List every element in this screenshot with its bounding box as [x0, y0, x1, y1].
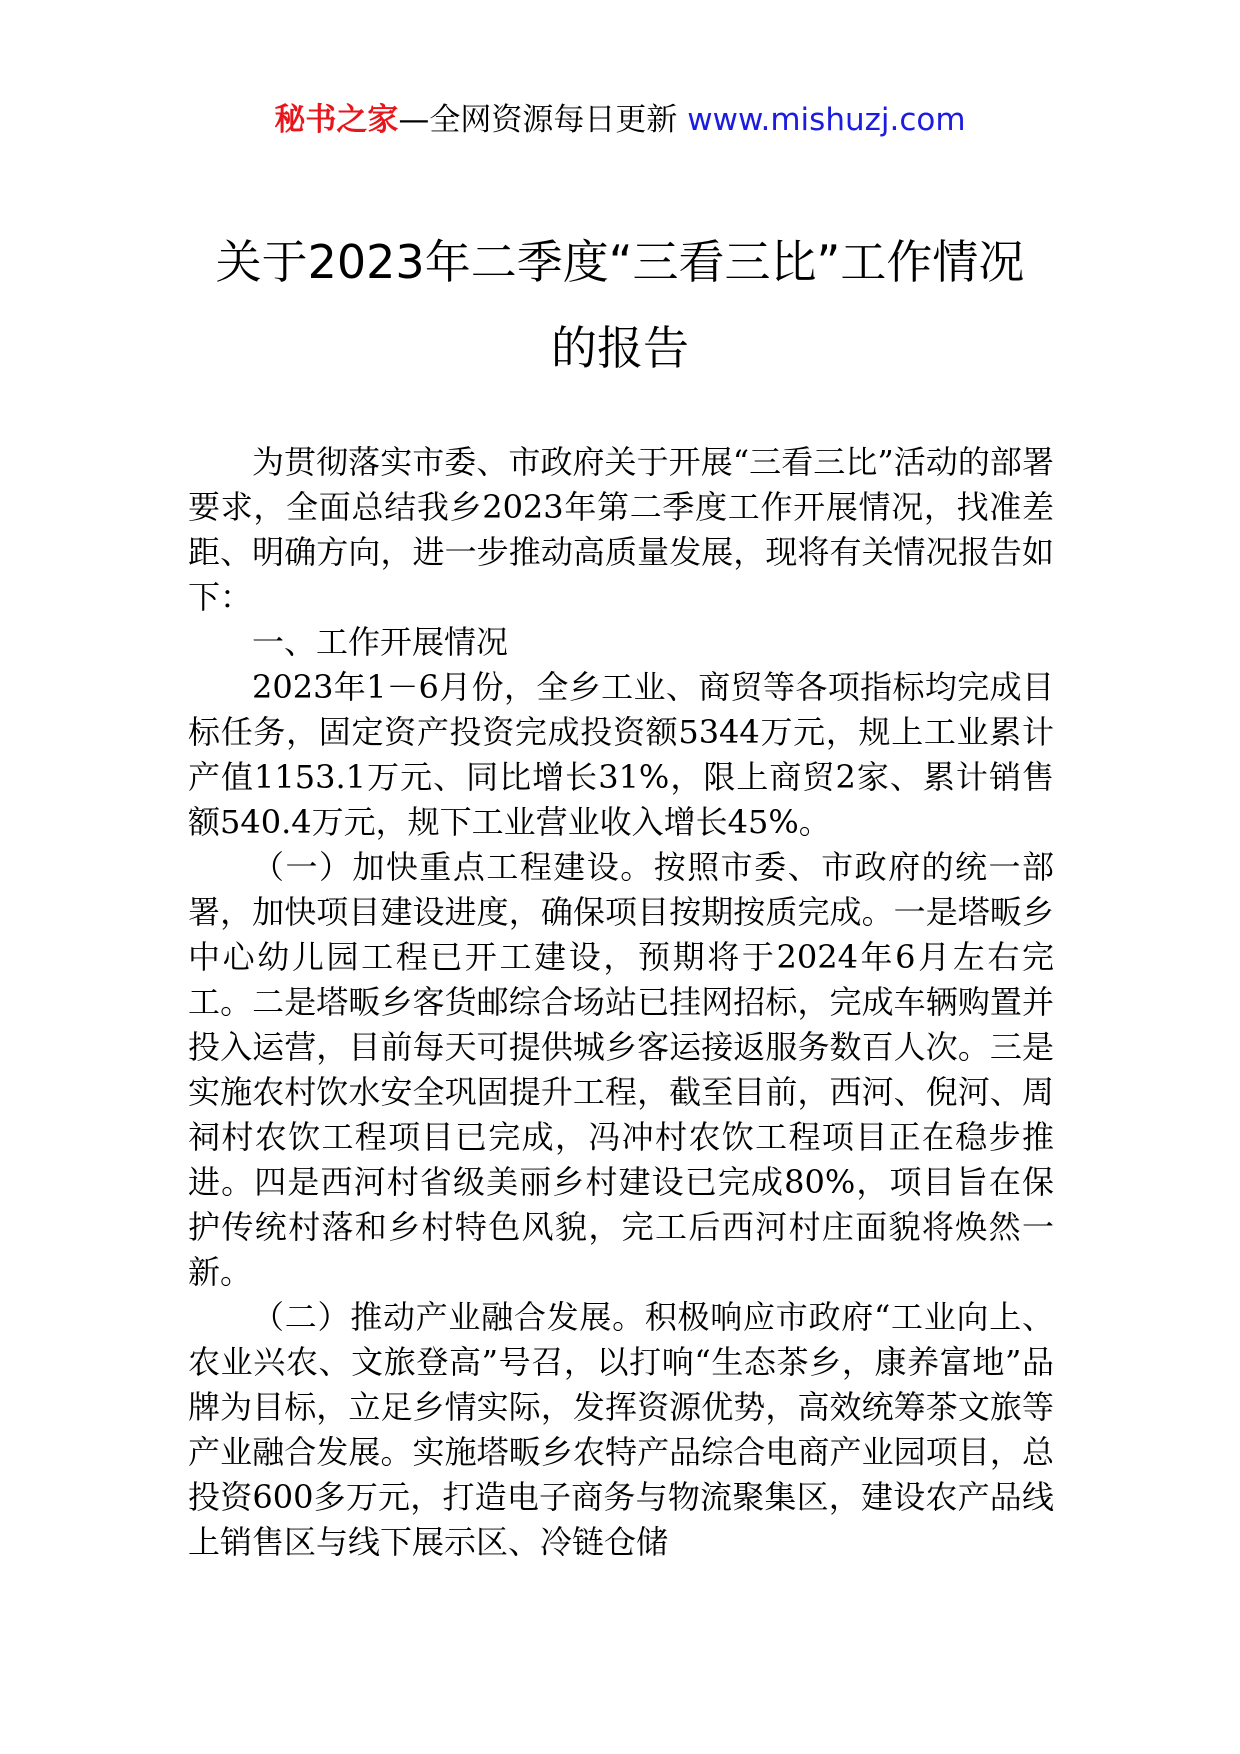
- document-body: [188, 440, 1054, 1565]
- header-slogan: —全网资源每日更新: [398, 102, 688, 138]
- brand-name: 秘书之家: [274, 102, 399, 138]
- paragraph-industry-integration: （二）推动产业融合发展。积极响应市政府“工业向上、农业兴农、文旅登高”号召，以打响“生态茶乡，康养富地”品牌为目标，立足乡情实际，发挥资源优势，高效统筹茶文旅等产业融合发展。实施塔畈乡农特产品综合电商产业园项目，总投资600多万元，打造电子商务与物流聚集区，建设农产品线上销售区与线下展示区、冷链仓储: [188, 1298, 1054, 1561]
- site-header: [0, 98, 1240, 142]
- document-title-line-1: 关于2023年二季度“三看三比”工作情况: [215, 235, 1025, 289]
- paragraph-key-projects: （一）加快重点工程建设。按照市委、市政府的统一部署，加快项目建设进度，确保项目按期按质完成。一是塔畈乡中心幼儿园工程已开工建设，预期将于2024年6月左右完工。二是塔畈乡客货邮综合场站已挂网招标，完成车辆购置并投入运营，目前每天可提供城乡客运接返服务数百人次。三是实施农村饮水安全巩固提升工程，截至目前，西河、倪河、周祠村农饮工程项目已完成，冯冲村农饮工程项目正在稳步推进。四是西河村省级美丽乡村建设已完成80%，项目旨在保护传统村落和乡村特色风貌，完工后西河村庄面貌将焕然一新。: [188, 848, 1054, 1291]
- section-heading: 一、工作开展情况: [252, 623, 509, 661]
- site-url-link[interactable]: www.mishuzj.com: [687, 102, 966, 138]
- summary-paragraph: 2023年1－6月份，全乡工业、商贸等各项指标均完成目标任务，固定资产投资完成投资额5344万元，规上工业累计产值1153.1万元、同比增长31%，限上商贸2家、累计销售额540.4万元，规下工业营业收入增长45%。: [188, 668, 1054, 841]
- document-title-line-2: 的报告: [551, 321, 689, 375]
- intro-paragraph: 为贯彻落实市委、市政府关于开展“三看三比”活动的部署要求，全面总结我乡2023年第二季度工作开展情况，找准差距、明确方向，进一步推动高质量发展，现将有关情况报告如下：: [188, 443, 1054, 616]
